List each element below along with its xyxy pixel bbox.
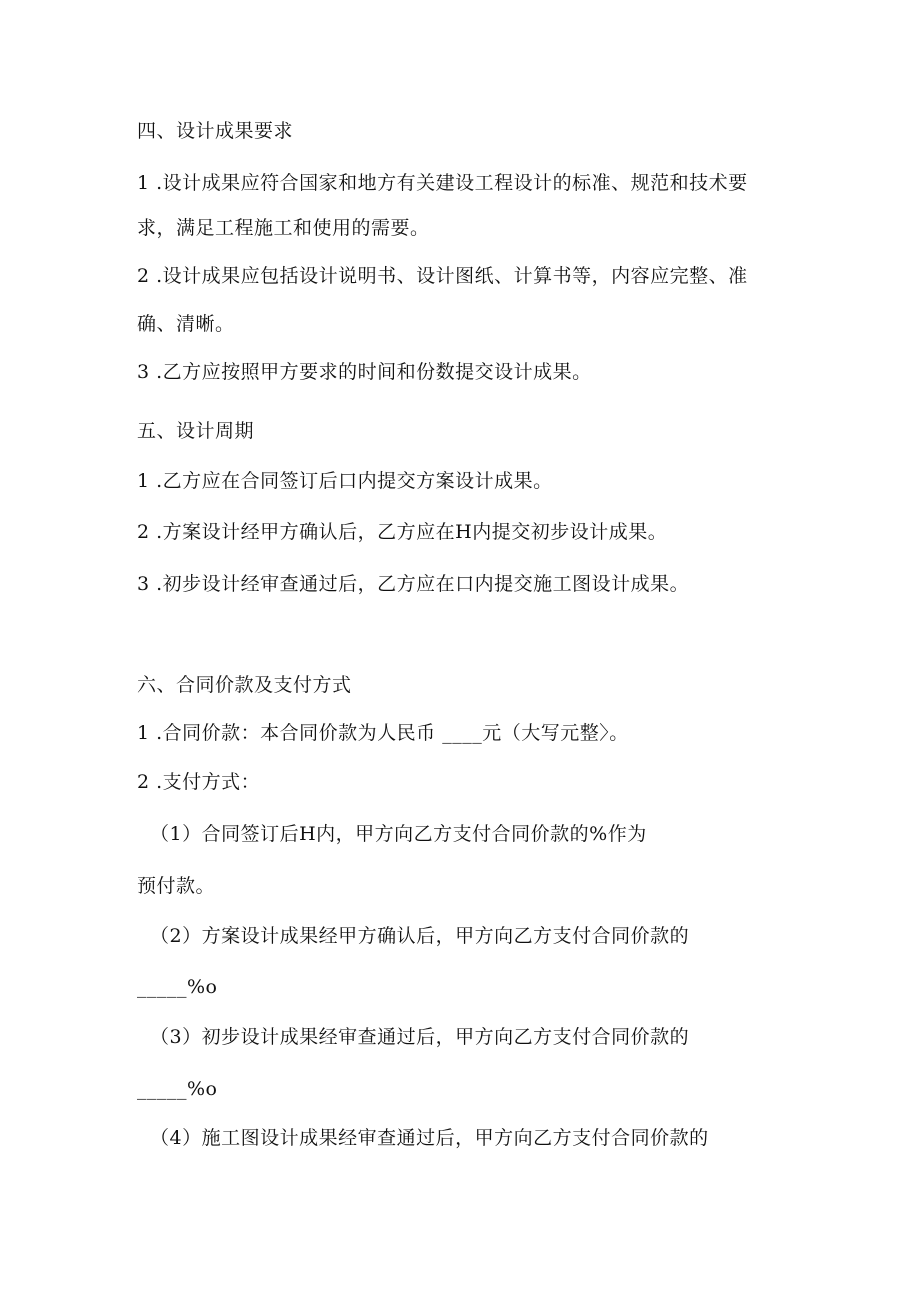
paragraph-line: 2 .设计成果应包括设计说明书、设计图纸、计算书等，内容应完整、准 (137, 265, 748, 287)
section-heading-contract-price: 六、合同价款及支付方式 (137, 674, 352, 696)
paragraph-line: （3）初步设计成果经审查通过后，甲方向乙方支付合同价款的 (150, 1026, 690, 1048)
paragraph-line: _____%o (137, 976, 218, 998)
paragraph-line: 1 .合同价款：本合同价款为人民币 ____元（大写元整〉。 (137, 722, 629, 744)
paragraph-line: _____%o (137, 1078, 218, 1100)
paragraph-line: 1 .乙方应在合同签订后口内提交方案设计成果。 (137, 470, 553, 492)
paragraph-line: （4）施工图设计成果经审查通过后，甲方向乙方支付合同价款的 (150, 1127, 709, 1149)
paragraph-line: （1）合同签订后H内，甲方向乙方支付合同价款的%作为 (150, 823, 647, 845)
paragraph-line: 3 .乙方应按照甲方要求的时间和份数提交设计成果。 (137, 361, 592, 383)
paragraph-line: 2 .支付方式： (137, 771, 261, 793)
paragraph-line: 求，满足工程施工和使用的需要。 (137, 217, 430, 239)
paragraph-line: 1 .设计成果应符合国家和地方有关建设工程设计的标准、规范和技术要 (137, 172, 748, 194)
paragraph-line: （2）方案设计成果经甲方确认后，甲方向乙方支付合同价款的 (150, 925, 690, 947)
paragraph-line: 2 .方案设计经甲方确认后，乙方应在H内提交初步设计成果。 (137, 521, 668, 543)
paragraph-line: 确、清晰。 (137, 313, 235, 335)
paragraph-line: 3 .初步设计经审查通过后，乙方应在口内提交施工图设计成果。 (137, 573, 690, 595)
section-heading-design-period: 五、设计周期 (137, 420, 255, 442)
section-heading-design-results: 四、设计成果要求 (137, 120, 294, 142)
paragraph-line: 预付款。 (137, 875, 216, 897)
